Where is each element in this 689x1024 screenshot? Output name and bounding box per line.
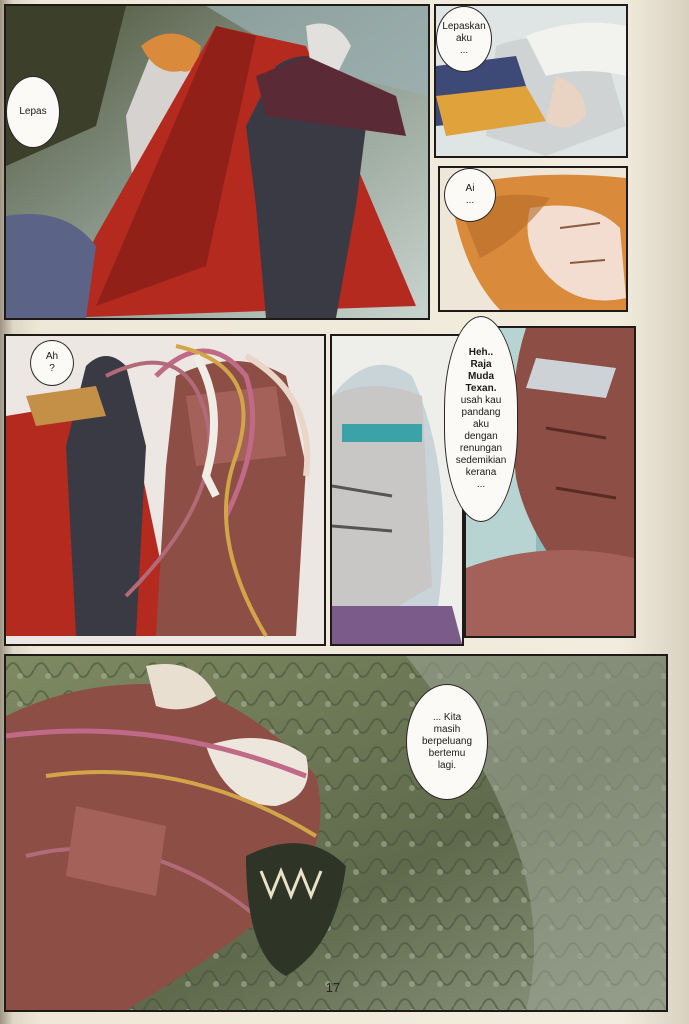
- pale-face: [332, 386, 432, 616]
- headband: [342, 424, 422, 442]
- speech-bubble: [444, 316, 518, 522]
- panel-7: [4, 654, 668, 1012]
- speech-bubble-emphasis: Heh.. Raja Muda Texan.: [465, 347, 497, 394]
- panel-4: [4, 334, 326, 646]
- page-number: 17: [325, 980, 341, 995]
- panel-2: [434, 4, 628, 158]
- panel-5-art: [332, 336, 462, 644]
- panel-1: [4, 4, 430, 320]
- speech-bubble: Lepaskan aku ...: [436, 6, 492, 72]
- speech-bubble-text: usah kau pandang aku dengan renungan sedemikian kerana ...: [455, 395, 507, 490]
- panel-1-art: [6, 6, 428, 318]
- speech-bubble: Ah ?: [30, 340, 74, 386]
- panel-3: [438, 166, 628, 312]
- speech-bubble: Ai ...: [444, 168, 496, 222]
- speech-bubble: ... Kita masih berpeluang bertemu lagi.: [406, 684, 488, 800]
- panel-7-art: [6, 656, 666, 1010]
- panel-5: [330, 334, 464, 646]
- speech-bubble: Lepas: [6, 76, 60, 148]
